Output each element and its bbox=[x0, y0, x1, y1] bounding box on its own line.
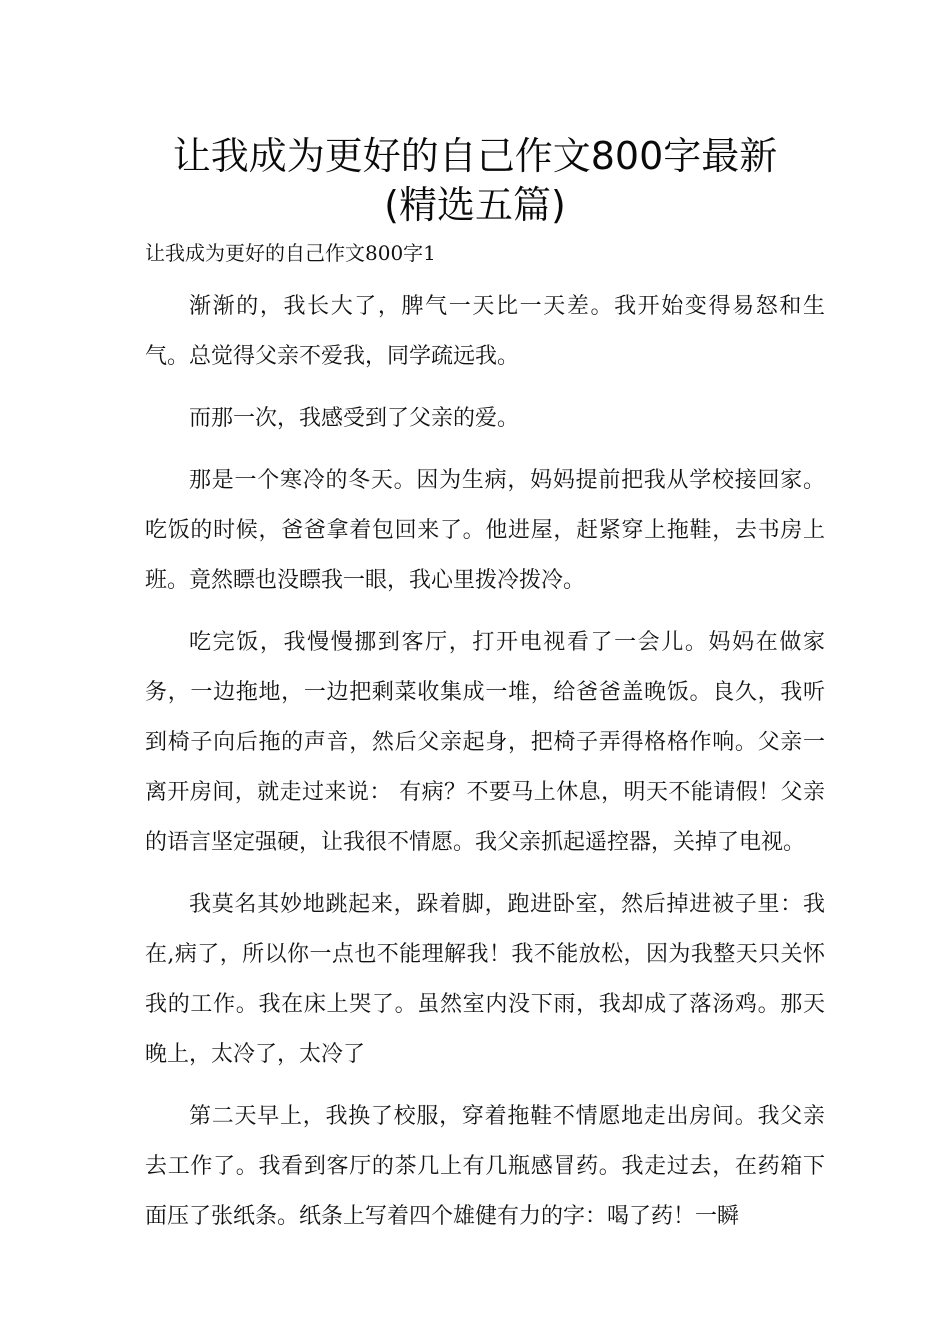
paragraph: 那是一个寒冷的冬天。因为生病，妈妈提前把我从学校接回家。吃饭的时候，爸爸拿着包回来了。他进屋，赶紧穿上拖鞋，去书房上班。竟然瞟也没瞟我一眼，我心里拨冷拨冷。 bbox=[145, 468, 825, 593]
document-title-line1: 让我成为更好的自己作文800字最新 bbox=[172, 134, 778, 178]
section-heading: 让我成为更好的自己作文800字1 bbox=[145, 241, 436, 265]
paragraph: 第二天早上，我换了校服，穿着拖鞋不情愿地走出房间。我父亲去工作了。我看到客厅的茶几上有几瓶感冒药。我走过去，在药箱下面压了张纸条。纸条上写着四个雄健有力的字：喝了药！一瞬 bbox=[145, 1104, 825, 1229]
document-title-line2: (精选五篇) bbox=[384, 183, 566, 227]
paragraph: 吃完饭，我慢慢挪到客厅，打开电视看了一会儿。妈妈在做家务，一边拖地，一边把剩菜收集成一堆，给爸爸盖晚饭。良久，我听到椅子向后拖的声音，然后父亲起身，把椅子弄得格格作响。父亲一离开房间，就走过来说： 有病？不要马上休息，明天不能请假！父亲的语言坚定强硬，让我很不情愿。我父亲抓起遥控器，关掉了电视。 bbox=[145, 630, 825, 855]
paragraph: 渐渐的，我长大了，脾气一天比一天差。我开始变得易怒和生气。总觉得父亲不爱我，同学疏远我。 bbox=[145, 294, 825, 369]
paragraph: 我莫名其妙地跳起来，跺着脚，跑进卧室，然后掉进被子里：我在,病了，所以你一点也不能理解我！我不能放松，因为我整天只关怀我的工作。我在床上哭了。虽然室内没下雨，我却成了落汤鸡。那天晚上，太冷了，太冷了 bbox=[145, 892, 825, 1067]
paragraph: 而那一次，我感受到了父亲的爱。 bbox=[189, 406, 520, 431]
essay-body bbox=[145, 282, 825, 1254]
